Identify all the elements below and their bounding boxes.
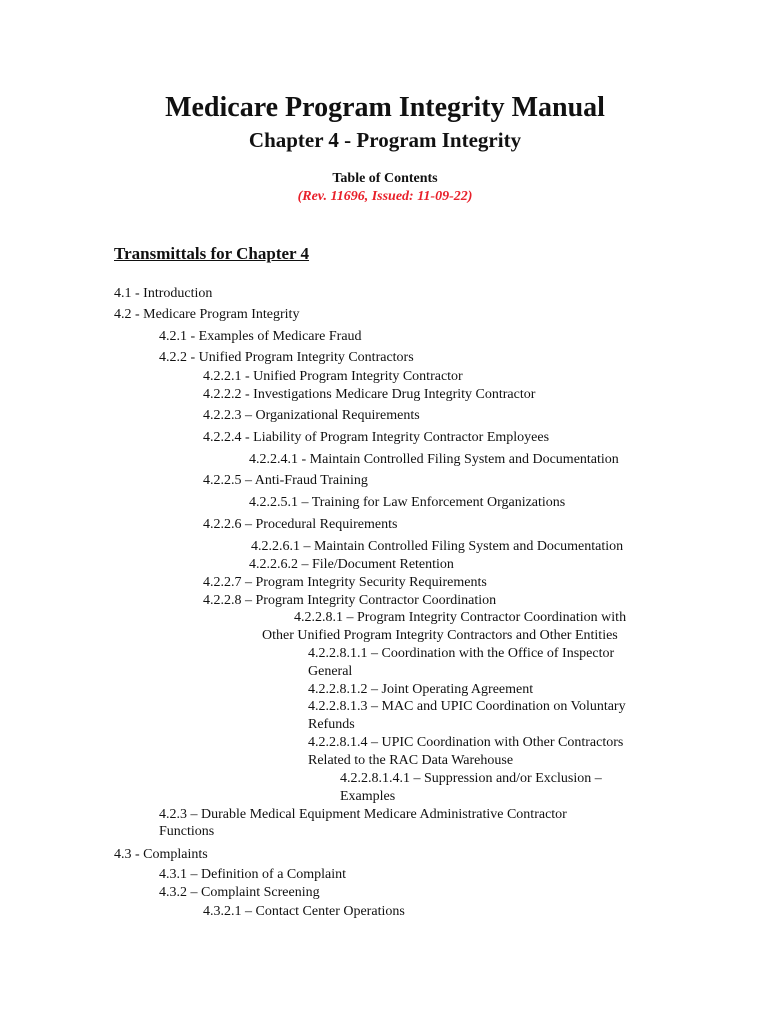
toc-entry-4-2-2-8-1-4-1[interactable]: 4.2.2.8.1.4.1 – Suppression and/or Exclusion – bbox=[340, 771, 602, 786]
toc-heading: Table of Contents bbox=[332, 171, 438, 186]
toc-entry-4-2-2-2[interactable]: 4.2.2.2 - Investigations Medicare Drug Integrity Contractor bbox=[203, 387, 536, 402]
toc-entry-4-2-2-8[interactable]: 4.2.2.8 – Program Integrity Contractor Coordination bbox=[203, 593, 497, 608]
toc-entry-4-2-3[interactable]: 4.2.3 – Durable Medical Equipment Medicare Administrative Contractor bbox=[159, 807, 567, 822]
toc-entry-4-3-2-1[interactable]: 4.3.2.1 – Contact Center Operations bbox=[203, 904, 405, 919]
toc-entry-4-2[interactable]: 4.2 - Medicare Program Integrity bbox=[114, 307, 300, 322]
manual-title: Medicare Program Integrity Manual bbox=[165, 92, 605, 123]
toc-entry-4-2-3-cont[interactable]: Functions bbox=[159, 824, 215, 839]
revision-note: (Rev. 11696, Issued: 11-09-22) bbox=[297, 189, 473, 204]
toc-entry-4-2-2-8-1-2[interactable]: 4.2.2.8.1.2 – Joint Operating Agreement bbox=[308, 682, 534, 697]
toc-entry-4-2-1[interactable]: 4.2.1 - Examples of Medicare Fraud bbox=[159, 329, 362, 344]
toc-entry-4-2-2-8-1-4-cont[interactable]: Related to the RAC Data Warehouse bbox=[308, 753, 514, 768]
toc-entry-4-2-2[interactable]: 4.2.2 - Unified Program Integrity Contractors bbox=[159, 350, 414, 365]
toc-entry-4-2-2-4[interactable]: 4.2.2.4 - Liability of Program Integrity Contractor Employees bbox=[203, 430, 550, 445]
toc-entry-4-2-2-6-1[interactable]: 4.2.2.6.1 – Maintain Controlled Filing System and Documentation bbox=[251, 539, 624, 554]
toc-entry-4-2-2-4-1[interactable]: 4.2.2.4.1 - Maintain Controlled Filing System and Documentation bbox=[249, 452, 619, 467]
toc-entry-4-2-2-5-1[interactable]: 4.2.2.5.1 – Training for Law Enforcement Organizations bbox=[249, 495, 566, 510]
toc-entry-4-2-2-8-1-3[interactable]: 4.2.2.8.1.3 – MAC and UPIC Coordination on Voluntary bbox=[308, 699, 626, 714]
toc-entry-4-3-2[interactable]: 4.3.2 – Complaint Screening bbox=[159, 885, 320, 900]
toc-entry-4-2-2-8-1-4[interactable]: 4.2.2.8.1.4 – UPIC Coordination with Other Contractors bbox=[308, 735, 624, 750]
toc-entry-4-2-2-6[interactable]: 4.2.2.6 – Procedural Requirements bbox=[203, 517, 398, 532]
toc-entry-4-1[interactable]: 4.1 - Introduction bbox=[114, 286, 213, 301]
transmittals-link[interactable]: Transmittals for Chapter 4 bbox=[114, 244, 310, 263]
toc-entry-4-2-2-8-1-1-cont[interactable]: General bbox=[308, 664, 353, 679]
toc-entry-4-2-2-1[interactable]: 4.2.2.1 - Unified Program Integrity Contractor bbox=[203, 369, 463, 384]
toc-entry-4-2-2-6-2[interactable]: 4.2.2.6.2 – File/Document Retention bbox=[249, 557, 454, 572]
toc-entry-4-2-2-8-1-cont[interactable]: Other Unified Program Integrity Contractors and Other Entities bbox=[262, 628, 618, 643]
toc-entry-4-2-2-8-1[interactable]: 4.2.2.8.1 – Program Integrity Contractor Coordination with bbox=[294, 610, 627, 625]
toc-entry-4-3-1[interactable]: 4.3.1 – Definition of a Complaint bbox=[159, 867, 347, 882]
toc-entry-4-2-2-8-1-1[interactable]: 4.2.2.8.1.1 – Coordination with the Office of Inspector bbox=[308, 646, 615, 661]
toc-entry-4-2-2-7[interactable]: 4.2.2.7 – Program Integrity Security Requirements bbox=[203, 575, 487, 590]
toc-entry-4-3[interactable]: 4.3 - Complaints bbox=[114, 847, 208, 862]
chapter-title: Chapter 4 - Program Integrity bbox=[248, 128, 522, 152]
toc-entry-4-2-2-8-1-3-cont[interactable]: Refunds bbox=[308, 717, 355, 732]
toc-entry-4-2-2-3[interactable]: 4.2.2.3 – Organizational Requirements bbox=[203, 408, 420, 423]
toc-entry-4-2-2-5[interactable]: 4.2.2.5 – Anti-Fraud Training bbox=[203, 473, 368, 488]
toc-entry-4-2-2-8-1-4-1-cont[interactable]: Examples bbox=[340, 789, 396, 804]
